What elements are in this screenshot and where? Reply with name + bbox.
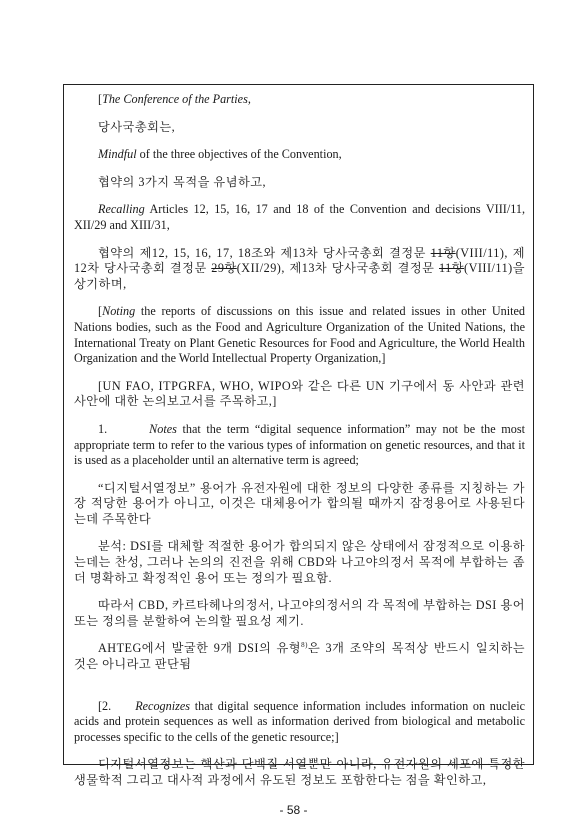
- text: that digital sequence information includes information on nucleic acids and protein sequences as well as information derived from biological and metabolic processes specific to the cells of the genetic resource;]: [74, 698, 525, 744]
- heading-italic: The Conference of the Parties,: [102, 92, 251, 106]
- struck-text: 11항: [430, 245, 456, 260]
- paragraph-analysis: 분석: DSI를 대체할 적절한 용어가 합의되지 않은 상태에서 잠정적으로 이용하는데는 찬성, 그러나 논의의 진전을 위해 CBD와 나고야의정서 목적에 부합하는 좀 더 명확하고 확정적인 용어 또는 정의가 필요함.: [74, 539, 525, 585]
- paragraph-ko-noting: [UN FAO, ITPGRFA, WHO, WIPO와 같은 다른 UN 기구에서 동 사안과 관련 사안에 대한 논의보고서를 주목하고,]: [74, 378, 525, 409]
- italic-verb: Mindful: [98, 147, 137, 162]
- paragraph-ko-recognizes: 디지털서열정보는 핵산과 단백질 서열뿐만 아니라, 유전자원의 세포에 특정한 생물학적 그리고 대사적 과정에서 유도된 정보도 포함한다는 점을 확인하고,: [74, 757, 525, 787]
- struck-text: 11항: [439, 261, 465, 276]
- paragraph-ko-conference: 당사국총회는,: [98, 119, 176, 134]
- paragraph-therefore: 따라서 CBD, 카르타헤나의정서, 나고야의정서의 각 목적에 부합하는 DSI 용어 또는 정의를 분할하여 논의할 필요성 제기.: [74, 598, 525, 628]
- text: 협약의 제12, 15, 16, 17, 18조와 제13차 당사국총회 결정문: [98, 245, 431, 260]
- text: the reports of discussions on this issue and related issues in other United Nations bodies, such as the Food and Agriculture Organization of the United Nations, the International Treaty on Plant Genetic Resources for Food and Agriculture, the World Health Organization and the World Intellectual Property Organization,]: [74, 304, 525, 366]
- italic-verb: Recognizes: [135, 698, 191, 713]
- paragraph-notes: [74, 422, 525, 469]
- italic-verb: Noting: [102, 304, 136, 319]
- italic-verb: Recalling: [98, 202, 145, 217]
- paragraph-recalling: [74, 202, 525, 233]
- document-body: [74, 92, 525, 789]
- bracket: [: [98, 92, 103, 106]
- text: Articles 12, 15, 16, 17 and 18 of the Convention and decisions VIII/11, XII/29 and XIII/31,: [74, 202, 525, 232]
- paragraph-number: 1.: [98, 421, 108, 436]
- text: (VIII/11)을 상기하며,: [74, 261, 526, 291]
- paragraph-noting: [74, 304, 525, 366]
- text: (XII/29), 제13차 당사국총회 결정문: [236, 261, 439, 276]
- text: that the term “digital sequence information” may not be the most appropriate term to refer to the various types of information on genetic resources, and that it is used as a placeholder until an alternative term is agreed;: [74, 421, 525, 468]
- text: (VIII/11), 제12차 당사국총회 결정문: [74, 245, 525, 276]
- page-number: - 58 -: [279, 803, 308, 817]
- text: of the three objectives of the Convention,: [136, 147, 342, 162]
- bracket: [: [98, 304, 103, 319]
- paragraph-mindful: [74, 147, 525, 163]
- struck-text: 29항: [211, 261, 237, 276]
- paragraph-ahteg: [74, 641, 525, 672]
- paragraph-conference: [74, 92, 525, 108]
- paragraph-ko-mindful: 협약의 3가지 목적을 유념하고,: [98, 174, 267, 189]
- paragraph-recognizes: [74, 699, 525, 746]
- bracket-number: [2.: [98, 698, 112, 713]
- paragraph-ko-notes: “디지털서열정보” 용어가 유전자원에 대한 정보의 다양한 종류를 지칭하는 가장 적당한 용어가 아니고, 이것은 대체용어가 합의될 때까지 잠정용어로 사용된다는데 주목한다: [74, 480, 525, 526]
- footnote-marker: 8): [301, 641, 308, 650]
- text: AHTEG에서 발굴한 9개 DSI의 유형: [98, 641, 302, 656]
- italic-verb: Notes: [149, 421, 177, 436]
- paragraph-ko-recalling: [74, 246, 525, 293]
- text: 은 3개 조약의 목적상 반드시 일치하는 것은 아니라고 판단됨: [74, 641, 525, 672]
